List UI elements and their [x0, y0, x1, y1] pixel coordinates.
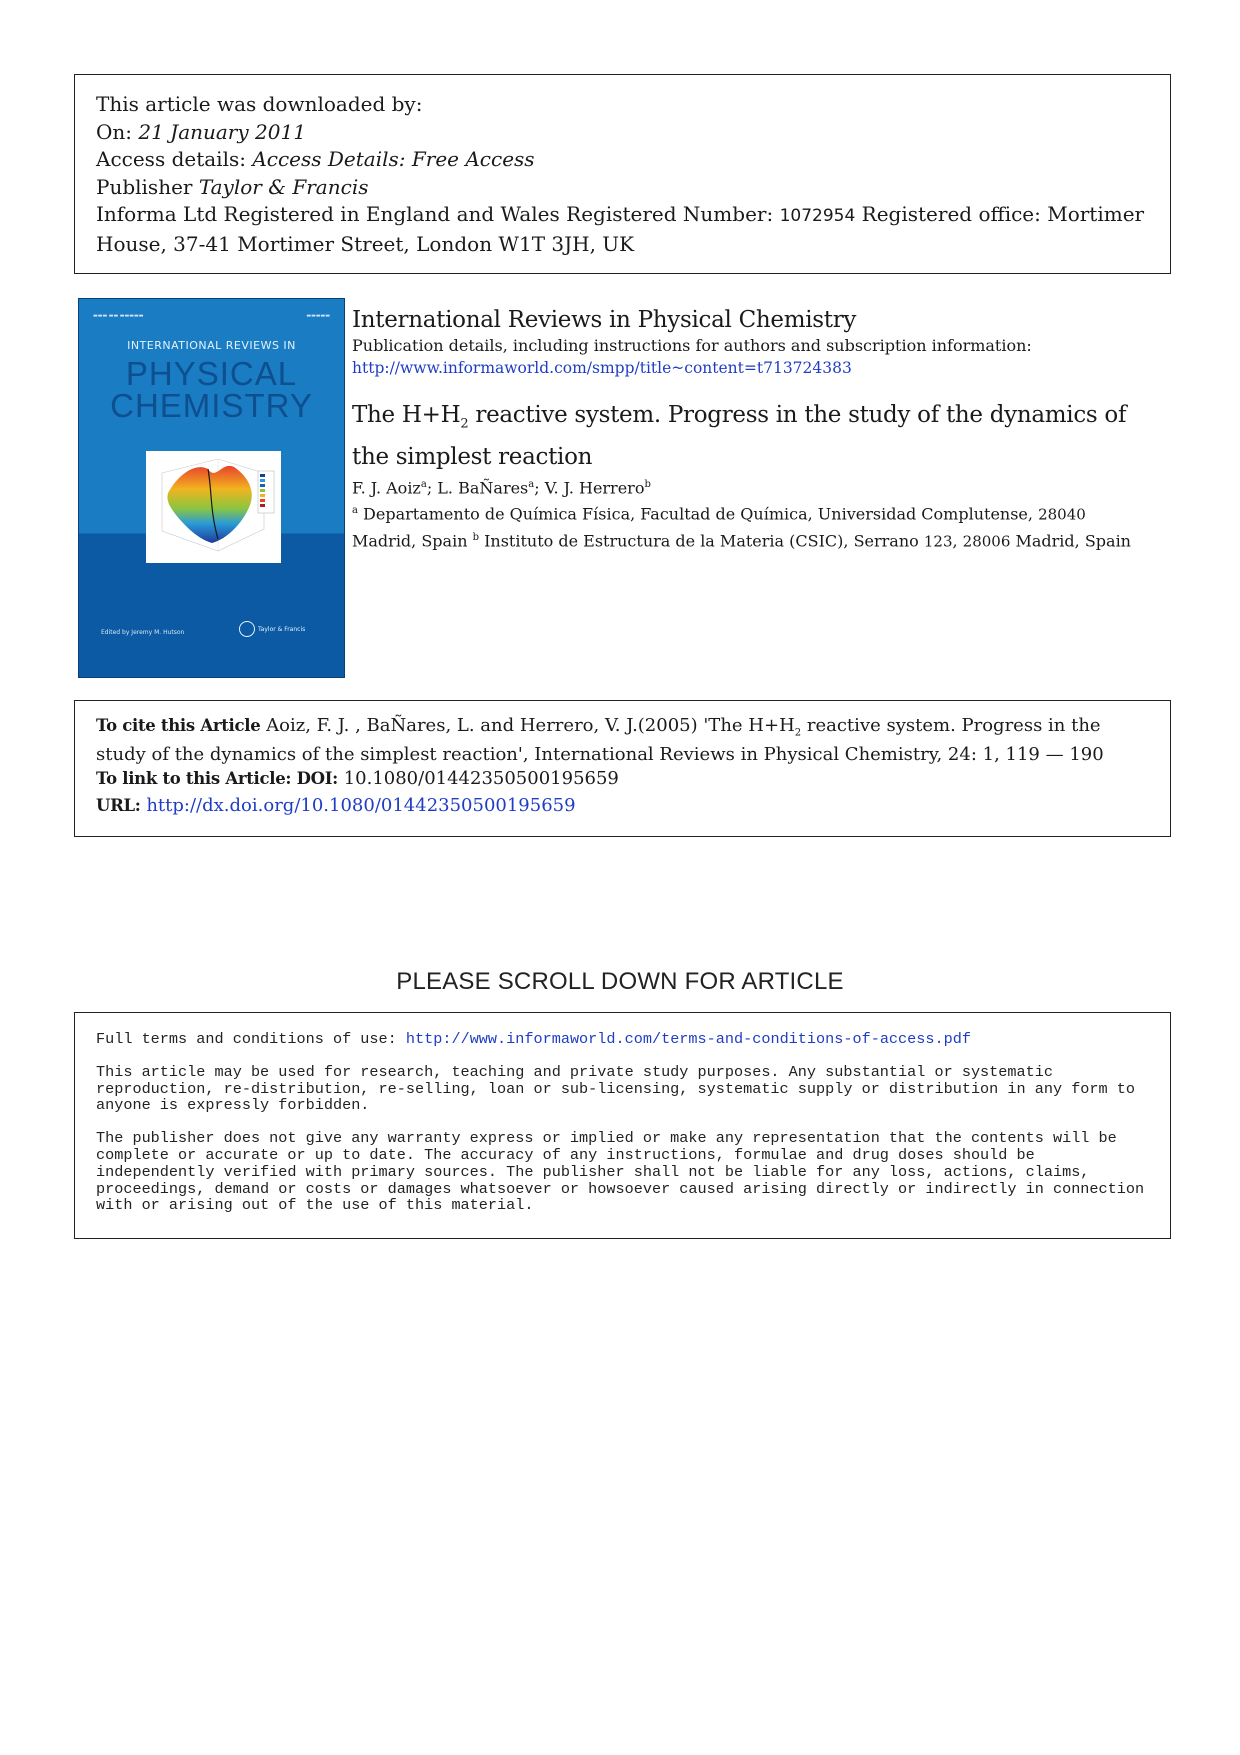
doi-line: [96, 765, 1150, 792]
access-details-value: Access Details: Free Access: [252, 147, 535, 171]
full-terms-line: Full terms and conditions of use: http://www.informaworld.com/terms-and-conditions-of-access.pdf: [96, 1030, 971, 1048]
publisher-name: Taylor & Francis: [198, 174, 369, 199]
journal-url-link[interactable]: http://www.informaworld.com/smpp/title~content=t713724383: [352, 359, 852, 377]
url-label: URL:: [96, 795, 141, 815]
download-details-box: [74, 74, 1171, 274]
surface-plot-graphic: [146, 451, 281, 563]
doi-label: To link to this Article: DOI:: [96, 768, 338, 788]
cover-series-line: INTERNATIONAL REVIEWS IN: [127, 339, 296, 352]
publisher-line: Publisher Taylor & Francis: [96, 174, 369, 199]
cover-title-line1: PHYSICAL: [125, 355, 298, 392]
affiliations: $^a$ Departamento de Química Física, Facultad de Química, Universidad Complutense, 28040 Madrid, Spain $^b$ Instituto de Estructura de la Materia (CSIC), Serrano 123, 28006 Madrid, Spain: [352, 504, 1131, 551]
terms-box: [74, 1012, 1171, 1239]
url-line: [96, 792, 1150, 819]
cover-publisher-logo: Taylor & Francis: [239, 621, 305, 637]
authors: F. J. Aoiz$^a$; L. BaÑares$^a$; V. J. Herrero$^b$: [352, 477, 651, 497]
informa-registration: Informa Ltd Registered in England and Wales Registered Number: 1072954 Registered office: Mortimer House, 37-41 Mortimer Street, London W1T 3JH, UK: [96, 202, 1145, 256]
download-date: 21 January 2011: [138, 119, 306, 144]
cover-surface-plot-illustration: [146, 451, 281, 563]
journal-title: International Reviews in Physical Chemistry: [352, 307, 857, 333]
article-title: The $H+H_2$ reactive system. Progress in the study of the dynamics of the simplest reaction: [352, 402, 1127, 470]
download-date-line: On: 21 January 2011: [96, 119, 306, 144]
cover-title-line2: CHEMISTRY: [110, 387, 313, 424]
journal-info: [352, 305, 1132, 554]
cite-label: To cite this Article: [96, 716, 261, 735]
cover-top-strip: ▬▬▬ ▬▬ ▬▬▬▬▬ ▬▬▬▬▬: [93, 313, 330, 319]
cover-editor: Edited by Jeremy M. Hutson: [101, 629, 185, 636]
terms-paragraph-warranty: The publisher does not give any warranty express or implied or make any representation that the contents will be complete or accurate or up to date. The accuracy of any instructions, formulae and drug doses should be independently verified with primary sources. The publisher shall not be liable for any loss, actions, claims, proceedings, demand or costs or damages whatsoever or howsoever caused arising directly or indirectly in connection with or arising out of the use of this material.: [96, 1129, 1145, 1215]
publication-details: Publication details, including instructions for authors and subscription information:: [352, 336, 1032, 355]
terms-url-link[interactable]: http://www.informaworld.com/terms-and-conditions-of-access.pdf: [405, 1030, 971, 1048]
doi-url-link[interactable]: http://dx.doi.org/10.1080/01442350500195659: [146, 794, 576, 816]
access-details-line: Access details: Access Details: Free Access: [96, 147, 535, 171]
journal-cover-image: [79, 299, 344, 677]
scroll-down-notice: PLEASE SCROLL DOWN FOR ARTICLE: [396, 968, 844, 995]
terms-paragraph-usage: This article may be used for research, teaching and private study purposes. Any substantial or systematic reproduction, re-distribution, re-selling, loan or sub-licensing, systematic supply or distribution in any form to anyone is expressly forbidden.: [96, 1062, 1135, 1115]
citation-box: [74, 700, 1171, 837]
taylor-francis-logo-icon: [239, 621, 255, 637]
downloaded-by-line: This article was downloaded by:: [96, 92, 423, 116]
doi-value: 10.1080/01442350500195659: [337, 767, 619, 789]
cite-this-article: To cite this Article Aoiz, F. J. , BaÑares, L. and Herrero, V. J.(2005) 'The $H+H_2$ reactive system. Progress in the study of the dynamics of the simplest reaction', International Reviews in Physical Chemistry, 24: 1, 119 — 190: [96, 715, 1104, 765]
